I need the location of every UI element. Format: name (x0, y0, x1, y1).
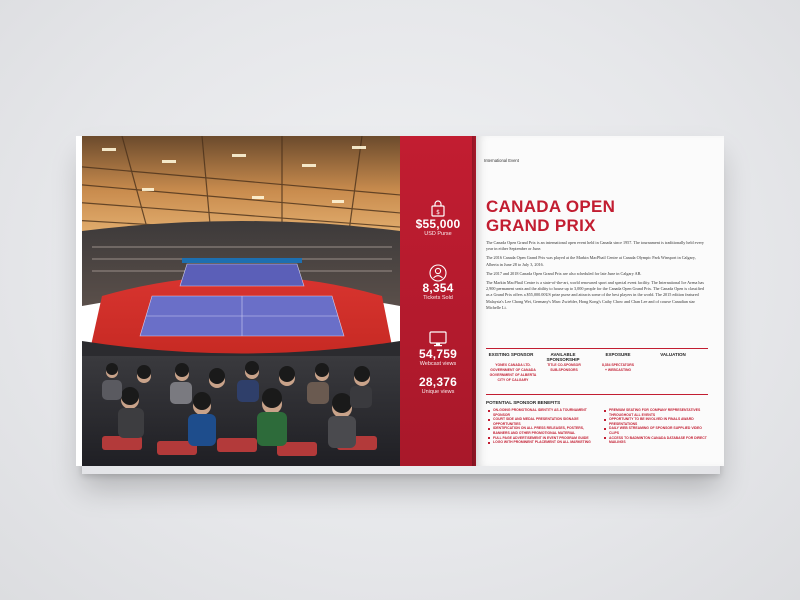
list-item: CITY OF CALGARY (497, 378, 529, 382)
exposure-list (594, 363, 642, 373)
benefit-text: ACCESS TO BADMINTON CANADA DATABASE FOR DIRECT MAILINGS (609, 435, 707, 445)
bullet-icon (604, 437, 606, 439)
benefit-text: FULL PAGE ADVERTISEMENT IN EVENT PROGRAM GUIDE (493, 435, 589, 440)
stat-value: $55,000 (415, 217, 461, 231)
stat-unique (400, 376, 476, 396)
paragraph: The 2016 Canada Open Grand Prix was played at the Markin MacPhail Centre at Canada Olympic Park Winsport in Calgary, Alberta in June 28 to July 3, 2016. (486, 255, 696, 267)
column-heading-existing: EXISTING SPONSOR (488, 352, 534, 357)
monitor-icon (428, 330, 448, 348)
svg-text:$: $ (436, 209, 440, 216)
list-item: 8,354 SPECTATORS (601, 363, 635, 367)
benefit-item (604, 408, 708, 417)
benefits-list-left (488, 408, 592, 445)
benefit-text: DAILY WEB STREAMING OF SPONSOR SUPPLIED VIDEO CLIPS (609, 426, 702, 435)
available-sponsorship-list (540, 363, 588, 373)
bullet-icon (604, 419, 606, 421)
column-heading-available: AVAILABLE SPONSORSHIP (546, 352, 580, 362)
stat-label: Unique views (421, 389, 455, 395)
shopping-bag-icon (429, 200, 447, 218)
stat-tickets (400, 264, 476, 302)
stat-label: Webcast views (419, 361, 457, 367)
stat-value: 28,376 (419, 375, 457, 389)
stat-purse (400, 200, 476, 238)
benefit-text: COURT SIDE AND MEDAL PRESENTATION SIGNAGE OPPORTUNITIES (493, 417, 579, 426)
title-line-1: CANADA OPEN (486, 197, 616, 216)
benefit-item (488, 417, 592, 426)
paragraph: The Canada Open Grand Prix is an international open event held in Canada since 1957. The tournament is traditionally held every year in either September or June. (486, 240, 704, 252)
bullet-icon (488, 410, 490, 412)
stats-sidebar (400, 136, 476, 466)
benefit-text: ON-GOING PROMOTIONAL IDENTITY AS A TOURNAMENT SPONSOR (493, 408, 587, 417)
benefit-text: PREMIUM SEATING FOR COMPANY REPRESENTATIVES THROUGHOUT ALL EVENTS (609, 408, 701, 417)
stat-value: 54,759 (419, 347, 457, 361)
arena-photo (82, 136, 400, 466)
benefit-text: LOGO WITH PROMINENT PLACEMENT ON ALL MARKETING (493, 440, 591, 445)
bullet-icon (488, 419, 490, 421)
stat-label: Tickets Sold (423, 295, 453, 301)
section-kicker: International Event (484, 158, 519, 163)
list-item: SUB-SPONSORS (550, 368, 578, 372)
benefit-item (604, 417, 708, 426)
bullet-icon (488, 442, 490, 444)
stat-value: 8,354 (422, 281, 454, 295)
bullet-icon (488, 428, 490, 430)
list-item: GOVERNMENT OF ALBERTA (489, 373, 537, 377)
page-title (486, 197, 615, 235)
divider (486, 394, 708, 395)
paragraph: The Markin MacPhail Centre is a state-of-the-art, world renowned sport and special event facility. The International Ice Arena has 2,900 permanent seats and the ability to house up to 3,000 people for the Canada Open Grand Prix. The Canada Open is classified as a Grand Prix offers a $55,000.00US prize purse and attracts some of the best players in the world. The 2015 edition featured Malaysia's Lee Chong Wei, Germany's Marc Zwiebler, Hong Kong's Cathy Chow and Chan Lee and of course Canadian star Michelle Li. (486, 280, 705, 310)
column-heading-exposure: EXPOSURE (605, 352, 631, 357)
benefits-list-right (604, 408, 708, 445)
benefit-item (488, 408, 592, 417)
body-text (486, 240, 708, 314)
list-item: GOVERNMENT OF CANADA (490, 368, 536, 372)
benefit-text: OPPORTUNITY TO BE INVOLVED IN FINALS AWARD PRESENTATIONS (609, 417, 694, 426)
list-item: TITLE CO-SPONSOR (547, 363, 581, 367)
paragraph: The 2017 and 2018 Canada Open Grand Prix are also scheduled for late June in Calgary AB. (486, 270, 642, 276)
person-icon (429, 264, 447, 282)
benefits-heading: POTENTIAL SPONSOR BENEFITS (486, 400, 561, 405)
title-line-2: GRAND PRIX (486, 216, 596, 235)
benefit-text: IDENTIFICATION ON ALL PRESS RELEASES, POSTERS, BANNERS AND OTHER PROMOTIONAL MATERIAL (493, 426, 584, 435)
right-page (476, 136, 724, 466)
bullet-icon (488, 437, 490, 439)
list-item: YONEX CANADA LTD. (495, 363, 531, 367)
divider (486, 348, 708, 349)
benefit-item (488, 426, 592, 435)
benefit-item (604, 426, 708, 435)
bullet-icon (604, 410, 606, 412)
benefit-item (488, 440, 592, 445)
brochure-spread (76, 136, 724, 466)
left-page (76, 136, 400, 466)
stat-webcast (400, 330, 476, 368)
existing-sponsor-list (488, 363, 538, 383)
list-item: + WEBCASTING (604, 368, 632, 372)
bullet-icon (604, 428, 606, 430)
benefit-item (604, 436, 708, 445)
stat-label: USD Purse (424, 231, 452, 237)
column-heading-valuation: VALUATION (660, 352, 686, 357)
